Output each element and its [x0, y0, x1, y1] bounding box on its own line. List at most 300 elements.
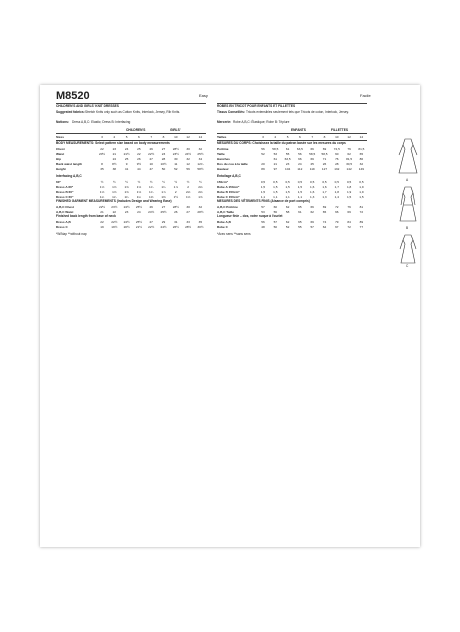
table-cell: 1⅝ [136, 190, 142, 194]
table-row [56, 220, 206, 224]
table-cell: 52 [261, 152, 265, 156]
table-cell: 0,5 [359, 180, 364, 184]
table-cell: 84 [347, 220, 351, 224]
table-cell: 10 [149, 162, 153, 166]
table-cell: 66 [335, 210, 339, 214]
footnote-fr: *Avec sens **sans sens [217, 232, 251, 236]
table-cell: 41 [124, 167, 129, 171]
table-cell: 24½ [148, 210, 155, 214]
girls-label-en: GIRLS' [170, 128, 181, 132]
table-cell: 20 [261, 162, 265, 166]
table-row [56, 135, 206, 139]
table-cell: 22½ [148, 152, 155, 156]
table-cell: 97 [273, 167, 278, 171]
table-cell: 58 [285, 210, 290, 214]
table-cell: 57 [310, 225, 314, 229]
table-cell: 1⅜ [149, 195, 154, 199]
view-label-c: C [406, 264, 409, 268]
table-row [56, 180, 206, 184]
view-label-a: A [406, 178, 409, 182]
table-cell: 23 [112, 147, 117, 151]
table-cell: 89 [261, 167, 265, 171]
table-cell: 28½ [197, 210, 204, 214]
table-cell: 0,5 [285, 180, 290, 184]
table-cell: 27 [161, 147, 166, 151]
table-row [217, 152, 367, 156]
table-cell: 81 [359, 205, 364, 209]
table-cell: 1,7 [322, 190, 327, 194]
table-cell: 30½ [197, 225, 204, 229]
table-cell: 2⅛ [198, 185, 203, 189]
table-cell: 26½ [172, 225, 179, 229]
table-cell: 0,5 [273, 180, 278, 184]
table-cell: 81,5 [346, 157, 353, 161]
table-cell: 20½ [123, 225, 130, 229]
table-cell: 65 [359, 152, 364, 156]
table-cell: 1¾ [149, 190, 154, 194]
table-cell: 1,9 [359, 190, 364, 194]
row-label: Taille [217, 152, 225, 156]
table-cell: 67 [335, 225, 339, 229]
table-cell: 30 [186, 205, 190, 209]
table-row [217, 162, 367, 166]
table-cell: 2 [187, 185, 189, 189]
table-cell: 10½ [160, 162, 167, 166]
table-cell: ½ [113, 180, 116, 184]
row-label: Waist [56, 152, 65, 156]
table-cell: 31 [174, 220, 178, 224]
table-cell: 1,4 [334, 195, 339, 199]
table-cell: 1,6 [310, 190, 315, 194]
row-label: Dress B 60" [56, 190, 74, 194]
table-cell: 22 [100, 220, 104, 224]
table-cell: 24 [124, 147, 129, 151]
table-cell: 8 [323, 135, 326, 139]
table-cell: 12 [186, 135, 190, 139]
table-cell: 3 [262, 135, 264, 139]
table-cell: 63,5 [296, 147, 303, 151]
table-cell: 149 [358, 167, 364, 171]
table-cell: 0,5 [322, 180, 327, 184]
table-cell: 76 [347, 205, 351, 209]
table-cell: ½ [199, 180, 202, 184]
table-cell: 61 [285, 147, 290, 151]
table-cell: 28½ [172, 147, 179, 151]
table-cell: 24½ [123, 220, 130, 224]
table-row [56, 185, 206, 189]
table-cell: 66 [298, 157, 302, 161]
row-label: A,B,C Poitrine [217, 205, 238, 209]
table-cell: 24 [137, 210, 141, 214]
table-cell: 1,5 [285, 190, 290, 194]
table-cell: 1⅝ [99, 185, 105, 189]
row-label: Dress C [56, 225, 68, 229]
table-cell: 19½ [111, 225, 118, 229]
row-label: Robe A 150cm* [217, 185, 240, 189]
table-cell: 62 [310, 210, 314, 214]
dress-b-sketch [398, 185, 418, 225]
table-cell: 6 [138, 135, 140, 139]
table-cell: 0,5 [297, 180, 303, 184]
table-cell: 0,5 [260, 180, 266, 184]
table-cell: 26 [149, 205, 153, 209]
table-cell: 74 [322, 220, 327, 224]
table-cell: 27 [161, 205, 166, 209]
table-cell: 26 [174, 210, 178, 214]
table-cell: 1¼ [124, 195, 129, 199]
table-cell: 25½ [160, 210, 167, 214]
table-cell: 1⅞ [173, 185, 178, 189]
table-cell: 1,1 [260, 195, 266, 199]
body-header-en: BODY MEASUREMENTS: Select pattern size based on body measurements [56, 141, 170, 145]
table-cell: 58½ [197, 167, 204, 171]
table-cell: 21½ [135, 225, 142, 229]
title-en: CHILDREN'S AND GIRLS' KNIT DRESSES [56, 104, 119, 108]
children-label-fr: ENFANTS [291, 128, 306, 132]
table-row [56, 152, 206, 156]
table-cell: 14 [359, 135, 364, 139]
table-cell: 38 [112, 167, 117, 171]
table-cell: 1,1 [273, 195, 278, 199]
table-row [217, 205, 367, 209]
table-row [217, 167, 367, 171]
table-cell: 56 [261, 147, 265, 151]
table-row [56, 167, 206, 171]
body-header-fr: MESURES DU CORPS: Choisissez la taille du patron basée sur les mesures du corps [217, 141, 346, 145]
table-cell: 65 [298, 205, 302, 209]
table-cell: 26 [137, 157, 141, 161]
table-cell: ½ [100, 180, 104, 184]
fabrics-label-fr: Tissus Conseillés: [217, 110, 245, 114]
table-cell: 35 [198, 220, 203, 224]
table-cell: 56 [186, 167, 190, 171]
table-cell: 86 [359, 157, 364, 161]
table-cell: 1½ [173, 195, 178, 199]
table-cell: 4 [274, 135, 277, 139]
table-cell: 9½ [136, 162, 142, 166]
table-cell: 20½ [98, 152, 106, 156]
table-cell: ½ [174, 180, 178, 184]
table-cell: 26 [322, 162, 327, 166]
table-cell: 23½ [172, 152, 179, 156]
table-cell: 1⅝ [136, 185, 142, 189]
notions-text-fr: Robe A,B,C: Élastique; Robe B: Triplure [233, 120, 290, 124]
table-cell: 119 [309, 167, 315, 171]
fabrics-text-en: Stretch Knits only such as Cotton Knits, Interlock, Jersey, Rib Knits. [85, 110, 181, 114]
table-cell: 9 [125, 162, 128, 166]
table-cell: 1,7 [334, 185, 339, 189]
table-cell: 1¾ [149, 185, 154, 189]
table-cell: 6 [299, 135, 301, 139]
table-cell: 12¾ [197, 162, 204, 166]
table-cell: 76 [347, 147, 351, 151]
table-row [56, 205, 206, 209]
table-cell: 23 [124, 210, 129, 214]
pattern-envelope-back [40, 85, 420, 547]
table-cell: 104 [285, 167, 291, 171]
table-cell: 7 [150, 135, 153, 139]
table-cell: 24½ [123, 205, 130, 209]
table-cell: 56 [298, 152, 302, 156]
table-cell: 1⅝ [112, 185, 117, 189]
table-cell: 27 [149, 220, 153, 224]
interfacing-header-fr: Entoilage A,B,C [217, 174, 241, 178]
table-cell: 25 [310, 162, 314, 166]
table-cell: 55 [285, 152, 290, 156]
table-cell: 69 [322, 147, 327, 151]
table-cell: 127 [321, 167, 328, 171]
table-cell: 28 [161, 157, 166, 161]
table-cell: ½ [162, 180, 165, 184]
table-cell: 1,5 [297, 190, 303, 194]
table-cell: 1,5 [285, 185, 290, 189]
table-cell: 21 [112, 152, 117, 156]
row-label: Dress C 60" [56, 195, 74, 199]
table-cell: 30,5 [346, 162, 353, 166]
table-cell: 19 [100, 225, 104, 229]
table-cell: 25½ [135, 220, 142, 224]
table-cell: 7 [311, 135, 314, 139]
table-cell: 22½ [111, 220, 118, 224]
table-cell: 5 [125, 135, 128, 139]
table-cell: 1,8 [346, 185, 352, 189]
table-cell: 56 [261, 220, 265, 224]
table-cell: 10 [174, 135, 178, 139]
dress-a-sketch [398, 137, 418, 177]
table-cell: 57 [273, 220, 278, 224]
table-cell: 28½ [172, 205, 179, 209]
table-cell: 89 [359, 220, 364, 224]
table-cell: 61 [298, 210, 302, 214]
row-label: Tailles [217, 135, 227, 139]
table-cell: 21½ [123, 152, 130, 156]
table-cell: 58,5 [321, 152, 328, 156]
table-cell: ½ [149, 180, 153, 184]
table-cell: 1,1 [297, 195, 303, 199]
table-cell: 69 [347, 210, 351, 214]
table-cell: 76 [335, 157, 339, 161]
table-cell: 72,5 [333, 147, 340, 151]
table-cell: 69 [322, 205, 327, 209]
table-cell: 142 [346, 167, 352, 171]
table-row [56, 162, 206, 166]
table-cell: 62 [347, 152, 351, 156]
table-cell: 79 [335, 220, 339, 224]
table-cell: 1⅝ [185, 195, 191, 199]
table-row [56, 225, 206, 229]
table-cell: 60 [335, 152, 339, 156]
table-cell: 22 [137, 152, 141, 156]
table-cell: 58,5 [309, 152, 316, 156]
table-cell: 32 [198, 147, 203, 151]
table-row [217, 180, 367, 184]
table-cell: 27 [149, 157, 153, 161]
table-cell: 69 [310, 157, 314, 161]
row-label: Height [56, 167, 66, 171]
table-cell: 1⅝ [112, 190, 117, 194]
table-cell: 22½ [148, 225, 155, 229]
table-cell: 1,5 [260, 185, 266, 189]
table-cell: 8 [162, 135, 165, 139]
girls-label-fr: FILLETTES [331, 128, 348, 132]
title-fr: ROBES EN TRICOT POUR ENFANTS ET FILLETTES [217, 104, 296, 108]
table-cell: 0,5 [346, 180, 352, 184]
finished-header-fr: MESURES DES VÊTEMENTS FINIS (Aisance de port compris) [217, 199, 310, 203]
table-cell: 66 [310, 147, 314, 151]
table-cell: 35 [100, 167, 104, 171]
table-cell: 62 [285, 205, 290, 209]
fabrics-text-fr: Tricots extensibles seulement tels que Tricots de coton, Interlock, Jersey. [246, 110, 349, 114]
table-cell: 72 [347, 225, 351, 229]
notions-text-en: Dress A,B,C: Elastic; Dress B: Interfacing [72, 120, 131, 124]
table-row [56, 147, 206, 151]
table-cell: 50 [161, 167, 166, 171]
table-cell: 1,9 [346, 190, 352, 194]
table-cell: 21 [273, 162, 278, 166]
row-label: A,B,C Chest [56, 205, 74, 209]
table-row [217, 225, 367, 229]
table-cell: 1,5 [273, 190, 278, 194]
table-row [56, 190, 206, 194]
table-cell: 24½ [160, 225, 167, 229]
table-cell: 1,1 [285, 195, 290, 199]
table-cell: 69 [310, 220, 314, 224]
table-cell: 60 [273, 205, 278, 209]
row-label: Hauteur [217, 167, 229, 171]
table-cell: 62 [322, 225, 327, 229]
table-cell: 55 [298, 225, 302, 229]
notions-label-fr: Mercerie: [217, 120, 232, 124]
table-cell: 26 [149, 147, 153, 151]
table-cell: 8 [101, 162, 103, 166]
table-cell: 52 [174, 167, 178, 171]
fabrics-label-en: Suggested fabrics: [56, 110, 85, 114]
row-label: Robe C [217, 225, 228, 229]
table-cell: 28½ [185, 225, 192, 229]
table-cell: 112 [297, 167, 303, 171]
table-cell: 23½ [111, 205, 118, 209]
table-cell: 65 [322, 210, 327, 214]
table-row [217, 190, 367, 194]
table-cell: 56 [273, 210, 278, 214]
row-label: Back waist length [56, 162, 83, 166]
table-cell: ½ [125, 180, 128, 184]
row-label: Hip [56, 157, 61, 161]
table-cell: 24 [298, 162, 302, 166]
table-cell: 4 [113, 135, 116, 139]
finished-header-en: FINISHED GARMENT MEASUREMENTS (Includes Design and Wearing Ease) [56, 199, 172, 203]
row-label: 60" [56, 180, 61, 184]
table-cell: 25 [124, 157, 129, 161]
table-cell: 1¼ [112, 195, 117, 199]
table-cell: 25½ [135, 205, 142, 209]
table-cell: ½ [186, 180, 190, 184]
table-cell: 11 [174, 162, 178, 166]
table-cell: 47 [149, 167, 153, 171]
table-cell: 1¾ [161, 185, 166, 189]
table-cell: 3 [101, 135, 103, 139]
table-cell: 72 [359, 210, 364, 214]
row-label: Sizes [56, 135, 64, 139]
table-cell: 25 [137, 147, 141, 151]
table-cell: 63,5 [284, 157, 291, 161]
row-label: Dos du cou à la taille [217, 162, 248, 166]
row-label: 150cm* [217, 180, 228, 184]
table-cell: 1⅞ [161, 190, 166, 194]
table-cell: 24 [112, 157, 117, 161]
table-cell: 32 [198, 205, 203, 209]
table-cell: 0,5 [334, 180, 339, 184]
table-cell: 50 [273, 225, 278, 229]
footnote-en: *W/Nap **without nap [56, 232, 87, 236]
children-label-en: CHILDREN'S [126, 128, 146, 132]
table-cell: 1⅝ [124, 185, 129, 189]
table-cell: 65 [298, 220, 302, 224]
pattern-number: M8520 [56, 90, 90, 102]
table-cell: 1,5 [273, 185, 278, 189]
difficulty-fr: Facile [360, 93, 371, 98]
table-cell: 2 [174, 190, 177, 194]
table-cell: 1,6 [310, 185, 315, 189]
table-cell: 1,6 [322, 185, 327, 189]
table-cell: 33 [186, 220, 190, 224]
row-label: Dress A,B [56, 220, 71, 224]
table-cell: 132 [334, 167, 340, 171]
table-cell: 30 [174, 157, 178, 161]
table-cell: 2⅛ [185, 190, 191, 194]
table-cell: 14 [198, 135, 203, 139]
table-cell: 22 [100, 147, 104, 151]
sizes-row-fr [217, 135, 367, 139]
table-cell: 8½ [112, 162, 117, 166]
table-cell: 32 [359, 162, 364, 166]
table-row [217, 135, 367, 139]
table-cell: 29 [161, 220, 166, 224]
table-row [56, 157, 206, 161]
table-cell: 28 [335, 162, 339, 166]
back-header-en: Finished back length from base of neck [56, 214, 116, 218]
table-cell: 81,5 [358, 147, 365, 151]
table-cell: 1,5 [359, 195, 364, 199]
table-cell: ½ [137, 180, 141, 184]
table-cell: 1,5 [297, 185, 303, 189]
table-cell: 23 [285, 162, 290, 166]
interfacing-header-en: Interfacing A,B,C [56, 174, 82, 178]
row-label: Robe B 150cm* [217, 190, 240, 194]
row-label: Robe C 150cm* [217, 195, 240, 199]
row-label: Robe A,B [217, 220, 231, 224]
table-cell: 71 [322, 157, 327, 161]
table-cell: 53 [273, 152, 278, 156]
row-label: Chest [56, 147, 65, 151]
table-cell: 24½ [185, 152, 192, 156]
table-cell: 1⅝ [99, 190, 105, 194]
table-cell: 52 [285, 225, 290, 229]
table-cell: 5 [286, 135, 289, 139]
table-cell: 66 [310, 205, 314, 209]
table-cell: 1,3 [310, 195, 315, 199]
table-cell: 1⅝ [198, 195, 203, 199]
table-cell: 30 [186, 147, 190, 151]
row-label: Dress A 60" [56, 185, 74, 189]
table-cell: 1,9 [359, 185, 364, 189]
difficulty-en: Easy [199, 93, 208, 98]
table-cell: 32 [186, 157, 190, 161]
row-label: Hanches [217, 157, 230, 161]
row-label: A,B,C Taille [217, 210, 234, 214]
table-cell: 1¼ [136, 195, 142, 199]
table-cell: 1⅜ [161, 195, 166, 199]
